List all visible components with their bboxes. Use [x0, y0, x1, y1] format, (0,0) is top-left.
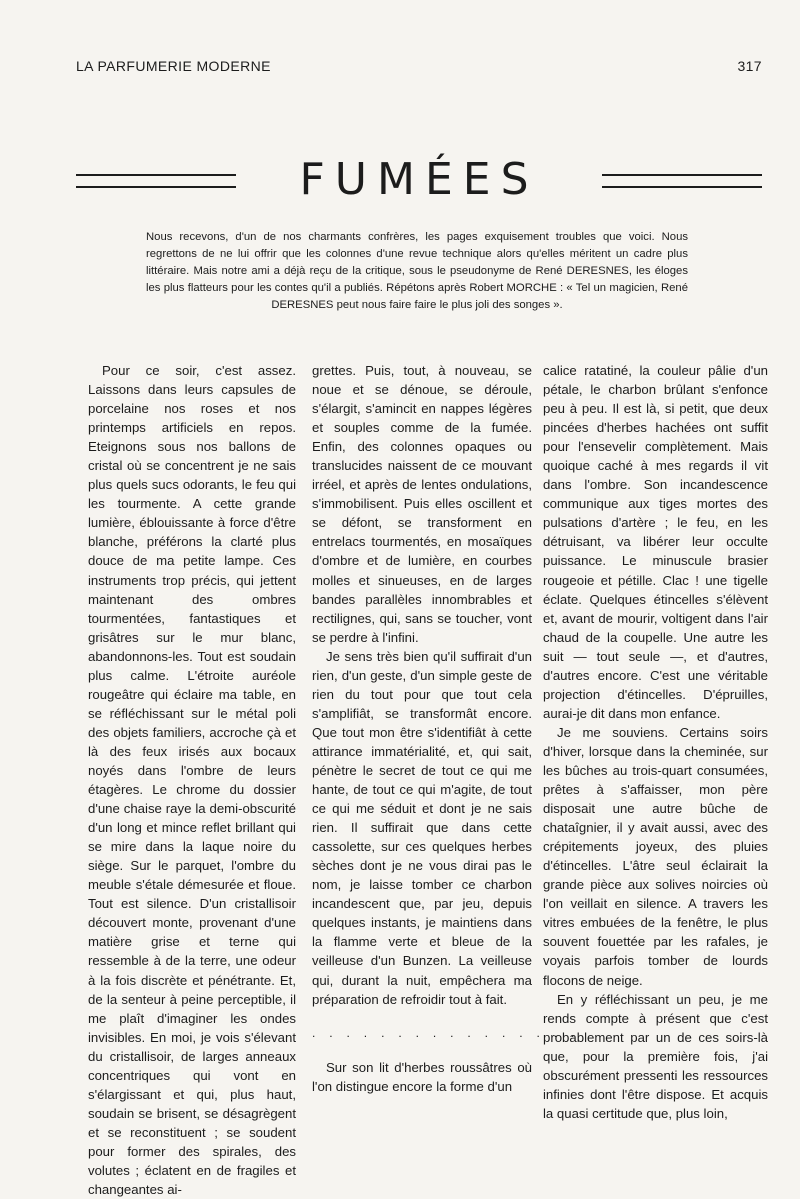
paragraph: Je sens très bien qu'il suffirait d'un rien, d'un geste, d'un simple geste de rien du tout pour que tout cela s'amplifiât, se transformât encore. Que tout mon être s'identifiât à cette attirance immatérialité, et, qui sait, pénètre le secret de tout ce qui me hante, de tout ce qui m'agite, de tout ce qui me séduit et dont je ne sais rien. Il suffirait que dans cette cassolette, sur ces quelques herbes sèches dont je ne vous dirai pas le nom, je laisse tomber ce charbon incandescent que, par jeu, depuis quelques instants, je maintiens dans la flamme verte et bleue de la veilleuse d'un Bunzen. La veilleuse qui, durant la nuit, empêchera ma préparation de refroidir tout à fait.: [312, 648, 532, 1007]
text-column-3: [543, 361, 768, 1123]
running-head: [76, 58, 762, 74]
paragraph: Sur son lit d'herbes roussâtres où l'on distingue encore la forme d'un: [312, 1059, 532, 1094]
text-column-2: [312, 361, 580, 1096]
paragraph: En y réfléchissant un peu, je me rends compte à présent que c'est probablement par un de ces soirs-là que, pour la première fois, j'ai obscurément pressenti les ressources infinies dont l'être dispose. Et acquis la quasi certitude que, plus loin,: [543, 991, 768, 1121]
section-separator: . . . . . . . . . . . . . . . .: [312, 1025, 580, 1040]
text-column-1: [88, 361, 296, 1199]
page-number: 317: [737, 58, 762, 74]
journal-name: LA PARFUMERIE MODERNE: [76, 58, 271, 74]
title-block: [76, 156, 762, 206]
article-title: FUMÉES: [299, 154, 539, 205]
paragraph: Pour ce soir, c'est assez. Laissons dans leurs capsules de porcelaine nos roses et nos printemps artificiels en repos. Eteignons sous nos ballons de cristal où se concentrent je ne sais plus quels sucs odorants, le feu qui les tourmente. A cette grande lumière, éblouissante à force d'être blanche, préférons la clarté plus douce de ma petite lampe. Ces instruments trop précis, qui jettent maintenant des ombres tourmentées, fantastiques et grisâtres sur le mur blanc, abandonnons-les. Tout est soudain plus calme. L'étroite auréole rougeâtre qui éclaire ma table, en se réfléchissant sur le métal poli des objets familiers, accroche çà et là des feux irisés aux bocaux noyés dans l'ombre de leurs étagères. Le chrome du dossier d'une chaise raye la demi-obscurité d'un long et mince reflet brillant qui se mire dans la laque noire du siège. Sur le parquet, l'ombre du meuble s'étale démesurée et floue. Tout est silence. D'un cristallisoir découvert monte, provenant d'une matière grise et terne qui ressemble à de la terre, une odeur à la fois discrète et pénétrante. Et, de la senteur à peine perceptible, il me plaît d'imaginer les ondes invisibles. En moi, je vois s'élevant du cristallisoir, de larges anneaux concentriques qui vont en s'élargissant et qui, plus haut, soudain se brisent, se désagrègent et se reconstituent ; se soudent pour former des spirales, des volutes ; éclatent en de fragiles et changeantes ai-: [88, 363, 296, 1198]
paragraph: grettes. Puis, tout, à nouveau, se noue et se dénoue, se déroule, s'élargit, s'amincit en nappes légères et souples comme de la fumée. Enfin, des colonnes opaques ou translucides naissent de ce mouvant irréel, et après de lentes ondulations, s'immobilisent. Puis elles oscillent et se défont, se transforment en entrelacs tourmentés, en mosaïques d'ombre et de lumière, en courbes molles et sinueuses, en de larges bandes parallèles innombrables et rectilignes, qui, sans se toucher, vont se perdre à l'infini.: [312, 363, 532, 645]
paragraph: Je me souviens. Certains soirs d'hiver, lorsque dans la cheminée, sur les bûches au trois-quart consumées, prêtes à s'affaisser, mon père disposait une autre bûche de chataîgnier, il y avait aussi, avec des crépitements joyeux, des pluies d'étincelles. L'âtre seul éclairait la grande pièce aux solives noircies où l'on veillait en silence. A travers les vitres embuées de la fenêtre, le plus souvent fouettée par les rafales, je voyais parfois tomber de lourds flocons de neige.: [543, 724, 768, 988]
paragraph: calice ratatiné, la couleur pâlie d'un pétale, le charbon brûlant s'enfonce peu à peu. Il est là, si petit, que deux pincées d'herbes hachées ont suffit pour l'ensevelir complètement. Mais quoique caché à mes regards il vit dans l'ombre. Son incandescence communique aux tiges mortes des pulsations d'artère ; le feu, en les détruisant, va libérer leur occulte puissance. Le minuscule brasier rougeoie et pétille. Clac ! une tigelle éclate. Quelques étincelles s'élèvent et, avant de mourir, voltigent dans l'air chaud de la coupelle. Une autre les suit — tout seule —, et d'autres, d'autres encore. C'est une véritable projection d'étincelles. D'épruilles, aurai-je dit dans mon enfance.: [543, 363, 768, 721]
title-rule-right: [602, 174, 762, 188]
editor-introduction: Nous recevons, d'un de nos charmants confrères, les pages exquisement troubles que voici. Nous regrettons de ne lui offrir que les colonnes d'une revue technique alors qu'elles méritent un cadre plus littéraire. Mais notre ami a déjà reçu de la critique, sous le pseudonyme de René DERESNES, les éloges les plus flatteurs pour les contes qu'il a publiés. Répétons après Robert MORCHE : « Tel un magicien, René DERESNES peut nous faire faire le plus joli des songes ».: [146, 231, 688, 311]
